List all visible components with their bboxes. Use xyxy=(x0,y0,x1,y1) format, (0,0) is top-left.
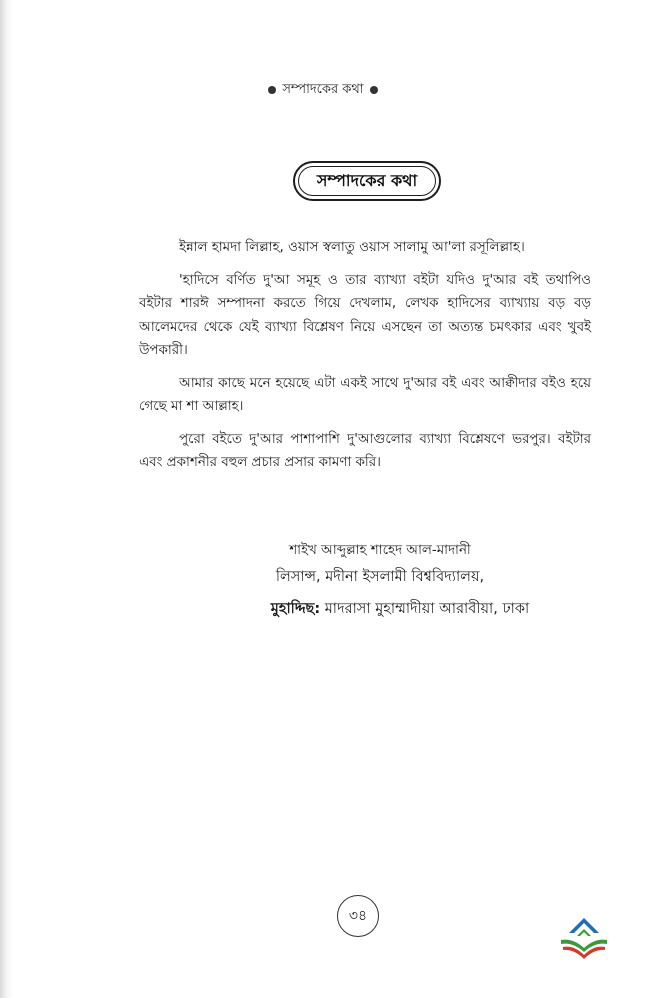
signature-degree: লিসান্স, মদীনা ইসলামী বিশ্ববিদ্যালয়, xyxy=(275,569,485,585)
section-title: সম্পাদকের কথা xyxy=(316,170,418,190)
paragraph-3: আমার কাছে মনে হয়েছে এটা একই সাথে দু'আর বই এবং আক্বীদার বইও হয়ে গেছে মা শা আল্লাহ। xyxy=(139,375,591,414)
page-number xyxy=(337,895,379,937)
paragraph-2: 'হাদিসে বর্ণিত দু'আ সমূহ ও তার ব্যাখ্যা বইটা যদিও দু'আর বই তথাপিও বইটার শারঈ সম্পাদনা করতে গিয়ে দেখলাম, লেখক হাদিসের ব্যাখ্যায় বড় বড় আলেমদের থেকে যেই ব্যাখ্যা বিশ্লেষণ নিয়ে এসছেন তা অত্যন্ত চমৎকার এবং খুবই উপকারী। xyxy=(139,272,591,358)
running-header xyxy=(0,80,646,101)
signature-role xyxy=(230,592,570,626)
running-header-title: সম্পাদকের কথা xyxy=(282,82,364,97)
section-title-box xyxy=(293,161,441,201)
publisher-logo-icon xyxy=(555,914,613,972)
signature-role-value: মাদরাসা মুহাম্মাদীয়া আরাবীয়া, ঢাকা xyxy=(320,601,530,617)
paragraph-4: পুরো বইতে দু'আর পাশাপাশি দু'আগুলোর ব্যাখ্যা বিশ্লেষণে ভরপুর। বইটার এবং প্রকাশনীর বহুল প্রচার প্রসার কামণা করি। xyxy=(139,431,591,470)
bullet-dot-icon xyxy=(268,86,276,94)
signature-name: শাইখ আব্দুল্লাহ শাহেদ আল-মাদানী xyxy=(289,543,471,558)
page-number-text: ৩৪ xyxy=(348,908,368,924)
bullet-dot-icon xyxy=(370,86,378,94)
body-text xyxy=(139,236,591,484)
paragraph-1: ইন্নাল হামদা লিল্লাহ, ওয়াস স্বলাতু ওয়াস সালামু আ'লা রসূলিল্লাহ। xyxy=(179,240,525,255)
signature-role-label: মুহাদ্দিছ: xyxy=(270,601,321,617)
signature-block xyxy=(190,540,570,626)
